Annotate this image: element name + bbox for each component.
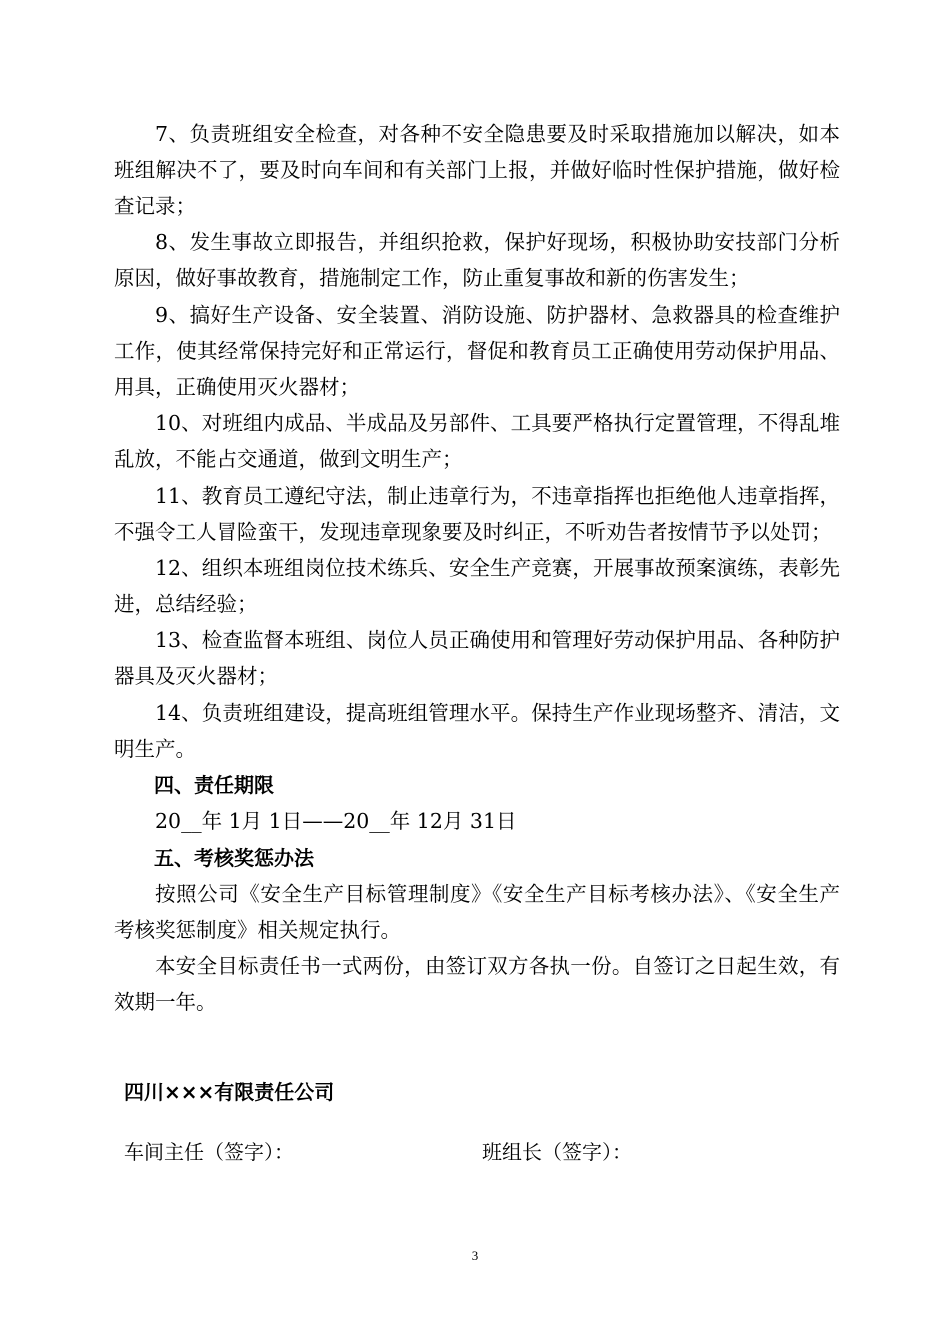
clause-12: 12、组织本班组岗位技术练兵、安全生产竞赛，开展事故预案演练，表彰先进，总结经验； bbox=[114, 555, 840, 616]
closing-statement: 本安全目标责任书一式两份，由签订双方各执一份。自签订之日起生效，有效期一年。 bbox=[114, 953, 840, 1014]
section-4-period: 20__年 1月 1日——20__年 12月 31日 bbox=[155, 809, 517, 834]
clause-7: 7、负责班组安全检查，对各种不安全隐患要及时采取措施加以解决，如本班组解决不了，要及时向车间和有关部门上报，并做好临时性保护措施，做好检查记录； bbox=[114, 122, 840, 218]
clause-10: 10、对班组内成品、半成品及另部件、工具要严格执行定置管理，不得乱堆乱放，不能占交通道，做到文明生产； bbox=[114, 411, 840, 472]
signature-row bbox=[114, 1134, 840, 1170]
workshop-director-signature: 车间主任（签字）： bbox=[124, 1140, 294, 1165]
team-leader-signature: 班组长（签字）： bbox=[482, 1140, 632, 1165]
document-page bbox=[114, 116, 840, 1170]
section-5-text: 按照公司《安全生产目标管理制度》《安全生产目标考核办法》、《安全生产考核奖惩制度》相关规定执行。 bbox=[114, 881, 840, 942]
page-number: 3 bbox=[471, 1248, 479, 1263]
section-4-heading: 四、责任期限 bbox=[154, 773, 274, 798]
spacer bbox=[114, 1020, 840, 1070]
clause-11: 11、教育员工遵纪守法，制止违章行为，不违章指挥也拒绝他人违章指挥，不强令工人冒险蛮干，发现违章现象要及时纠正，不听劝告者按情节予以处罚； bbox=[114, 483, 840, 544]
clause-13: 13、检查监督本班组、岗位人员正确使用和管理好劳动保护用品、各种防护器具及灭火器材； bbox=[114, 628, 840, 689]
clause-8: 8、发生事故立即报告，并组织抢救，保护好现场，积极协助安技部门分析原因，做好事故教育，措施制定工作，防止重复事故和新的伤害发生； bbox=[114, 230, 840, 291]
company-name: 四川×××有限责任公司 bbox=[124, 1080, 335, 1105]
clause-9: 9、搞好生产设备、安全装置、消防设施、防护器材、急救器具的检查维护工作，使其经常保持完好和正常运行，督促和教育员工正确使用劳动保护用品、 用具，正确使用灭火器材； bbox=[114, 302, 840, 399]
section-5-heading: 五、考核奖惩办法 bbox=[154, 845, 314, 870]
clause-14: 14、负责班组建设，提高班组管理水平。保持生产作业现场整齐、清洁，文明生产。 bbox=[114, 700, 840, 761]
